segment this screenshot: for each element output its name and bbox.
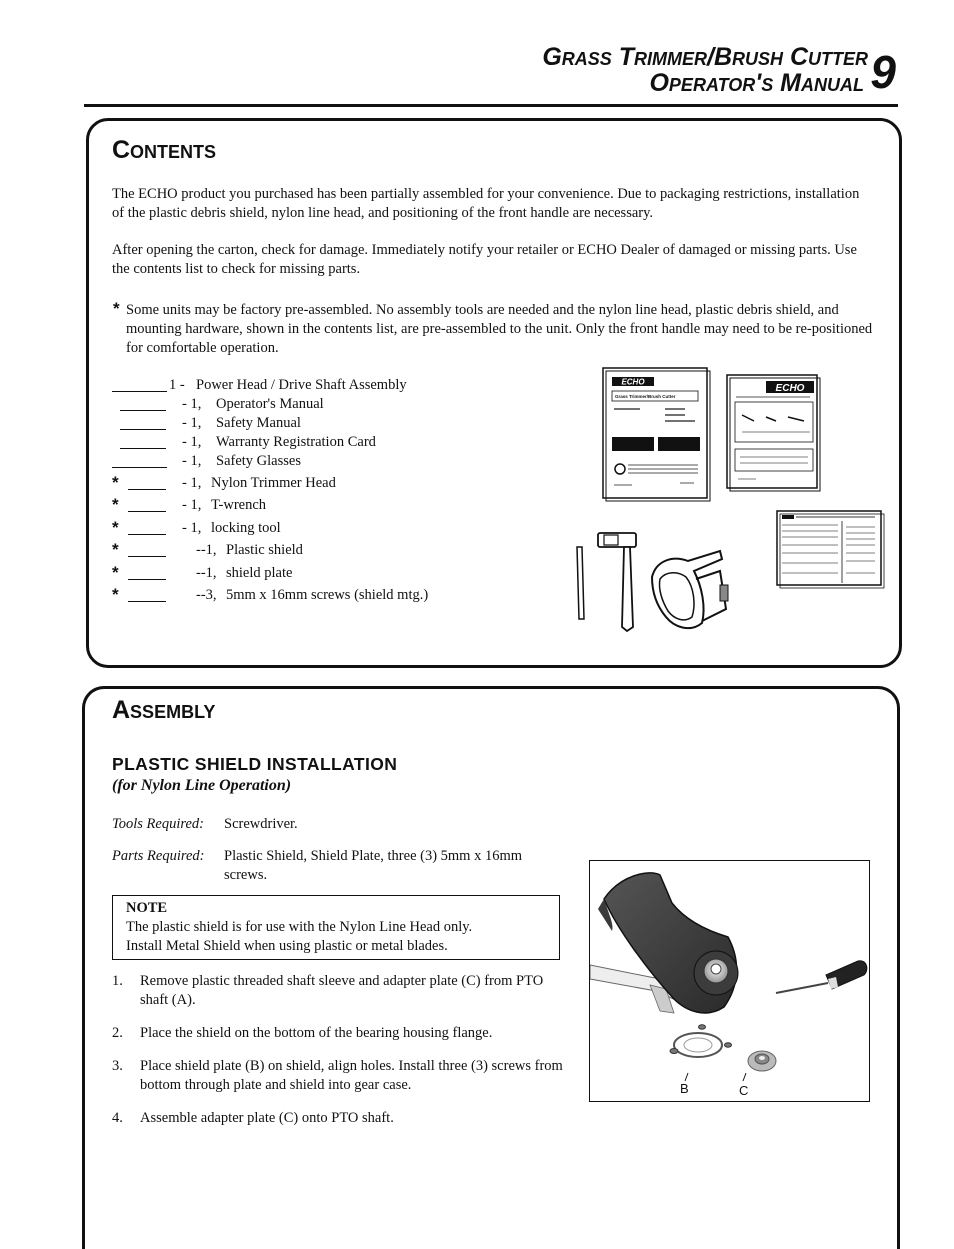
checklist-item-text: Plastic shield [226,542,303,558]
parts-required-label: Parts Required: [112,848,205,864]
item-asterisk: * [112,563,119,582]
checklist-item-prefix: - 1, [182,453,202,469]
checklist-blank [112,378,167,392]
checklist-item-text: Operator's Manual [216,396,324,412]
tools-required-value: Screwdriver. [224,816,298,832]
checklist-blank [128,498,166,512]
step-number: 1. [112,973,123,989]
checklist-blank [112,454,167,468]
checklist-item-prefix: - 1, [182,520,202,536]
step-number: 2. [112,1025,123,1041]
photo-label-b: B [680,1081,689,1096]
checklist-item-prefix: - 1, [182,497,202,513]
operators-manual-illustration [603,368,710,501]
note-box [112,895,560,960]
step-text: Place shield plate (B) on shield, align holes. Install three (3) screws from bottom through plate and shield into gear case. [140,1058,563,1093]
safety-manual-illustration [727,375,820,491]
assembly-heading: Assembly [112,696,216,724]
page-header-title [542,44,868,96]
safety-brand: ECHO [775,383,805,394]
item-asterisk: * [112,495,119,514]
shield-photo-drawing [590,861,869,1101]
checklist-item-text: Power Head / Drive Shaft Assembly [196,377,407,393]
step-text: Assemble adapter plate (C) onto PTO shaft. [140,1110,394,1126]
checklist-item-prefix: - 1, [182,415,202,431]
note-title: NOTE [126,900,168,916]
checklist-item-prefix: --1, [196,565,217,581]
step-text: Remove plastic threaded shaft sleeve and adapter plate (C) from PTO shaft (A). [140,973,544,1008]
checklist-item-text: T-wrench [211,497,267,513]
contents-asterisk-note: Some units may be factory pre-assembled. No assembly tools are needed and the nylon line head, plastic debris shield, and mounting hardware, shown in the contents list, are pre-assembled to the unit. Only the front handle may need to be re-positioned for comfortable operation. [126,302,873,356]
checklist-blank [120,416,166,430]
checklist-item-text: Nylon Trimmer Head [211,475,336,491]
header-rule [84,104,898,107]
header-title-line1: Grass Trimmer/Brush Cutter [542,43,868,71]
note-line-2: Install Metal Shield when using plastic or metal blades. [126,938,448,954]
shield-installation-photo [589,860,870,1102]
note-line-1: The plastic shield is for use with the Nylon Line Head only. [126,919,473,935]
step-number: 4. [112,1110,123,1126]
contents-paragraph-2: After opening the carton, check for damage. Immediately notify your retailer or ECHO Dealer of damaged or missing parts. Use the contents list to check for missing parts. [112,242,857,277]
checklist-blank [128,566,166,580]
safety-glasses-illustration [652,551,728,628]
warranty-card-illustration [777,511,884,588]
checklist-blank [128,588,166,602]
contents-illustration [570,365,890,645]
asterisk-mark: * [113,299,120,318]
item-asterisk: * [112,585,119,604]
t-wrench-illustration [598,533,636,631]
tools-required-label: Tools Required: [112,816,204,832]
header-title-line2: Operator's Manual [649,69,864,97]
checklist-blank [128,476,166,490]
step-number: 3. [112,1058,123,1074]
parts-required-value: Plastic Shield, Shield Plate, three (3) 5mm x 16mm screws. [224,848,523,883]
checklist-item-prefix: - 1, [182,434,202,450]
contents-paragraph-1: The ECHO product you purchased has been partially assembled for your convenience. Due to packaging restrictions, installation of the plastic debris shield, nylon line head, and positioning of the front handle are necessary. [112,186,860,221]
page-number: 9 [870,46,896,98]
checklist-item-prefix: 1 - [169,377,185,393]
item-asterisk: * [112,518,119,537]
manual-title: Grass Trimmer/Brush Cutter [615,394,676,399]
manual-brand: ECHO [621,377,645,387]
checklist-item-text: locking tool [211,520,281,536]
subheading-note: (for Nylon Line Operation) [112,777,292,794]
checklist-item-text: Warranty Registration Card [216,434,376,450]
step-text: Place the shield on the bottom of the bearing housing flange. [140,1025,493,1041]
checklist-blank [120,435,166,449]
item-asterisk: * [112,473,119,492]
plastic-shield-subheading: PLASTIC SHIELD INSTALLATION [112,754,398,774]
checklist-item-prefix: - 1, [182,396,202,412]
locking-tool-illustration [577,547,584,619]
checklist-item-text: shield plate [226,565,293,581]
checklist-item-prefix: --3, [196,587,217,603]
checklist-blank [128,543,166,557]
checklist-item-prefix: --1, [196,542,217,558]
item-asterisk: * [112,540,119,559]
contents-heading: Contents [112,136,217,164]
photo-label-c: C [739,1083,749,1098]
checklist-item-text: 5mm x 16mm screws (shield mtg.) [226,587,429,603]
checklist-item-text: Safety Manual [216,415,301,431]
checklist-blank [120,397,166,411]
checklist-blank [128,521,166,535]
checklist-item-prefix: - 1, [182,475,202,491]
checklist-item-text: Safety Glasses [216,453,301,469]
